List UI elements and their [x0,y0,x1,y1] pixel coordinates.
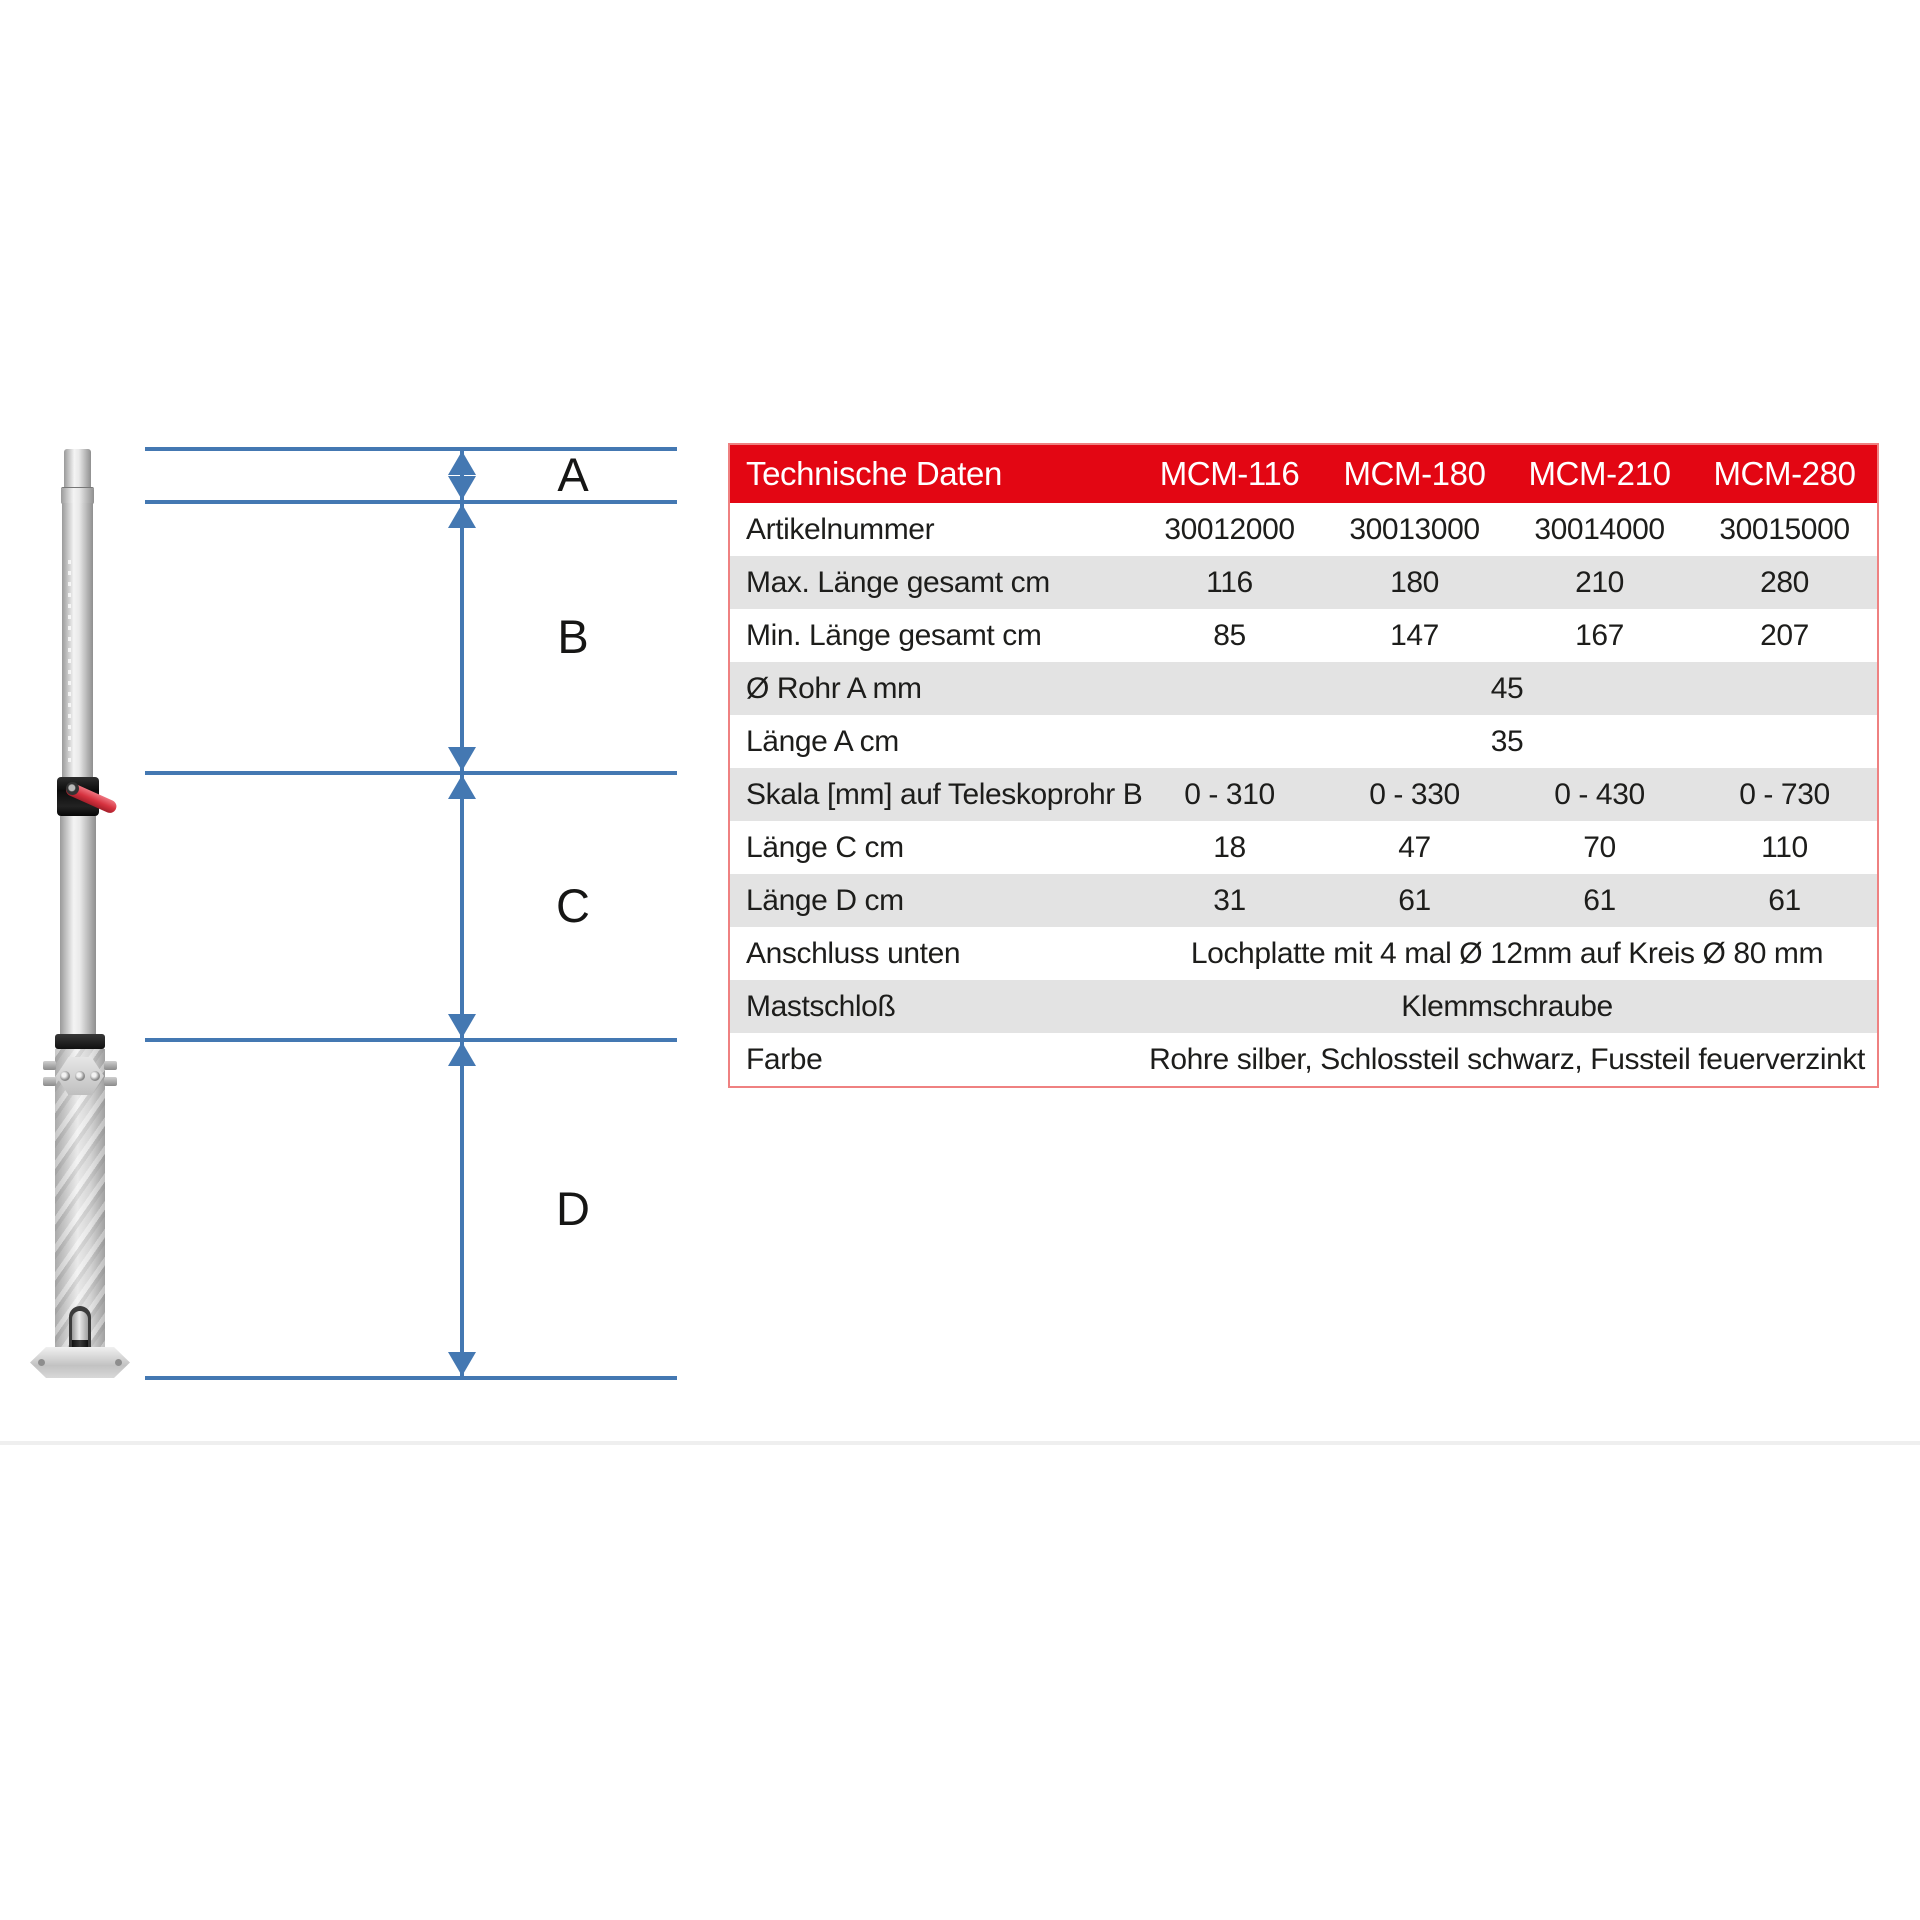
foot-top-band [55,1034,105,1049]
plate-bolt [90,1071,100,1081]
cell-value: 85 [1213,618,1246,652]
dimension-vertical-line [460,451,464,1378]
table-title: Technische Daten [746,455,1002,492]
arrow-d-down [448,1352,476,1376]
technical-data-table [728,443,1879,1088]
cell-value: 167 [1575,618,1624,652]
row-label: Min. Länge gesamt cm [746,618,1042,652]
table-row-min-laenge [730,609,1877,662]
mast-lower-tube [60,816,96,1038]
column-header-mcm-180: MCM-180 [1343,455,1486,492]
table-row-rohr-a [730,662,1877,715]
mast-top-tube [64,449,91,490]
dimension-line-b-c [145,771,677,775]
cell-value: 147 [1390,618,1439,652]
flange-hole [38,1359,45,1366]
table-row-laenge-c [730,821,1877,874]
span-value: Klemmschraube [1401,989,1613,1023]
table-row-laenge-a [730,715,1877,768]
table-row-mastschloss [730,980,1877,1033]
inner-tube-in-slot [72,1311,88,1343]
side-screw [104,1077,117,1086]
row-label: Ø Rohr A mm [746,671,922,705]
column-header-mcm-280: MCM-280 [1713,455,1856,492]
arrow-c-down [448,1014,476,1038]
photo-background-seam [0,1441,1920,1445]
cell-value: 30013000 [1349,512,1480,546]
span-value: 45 [1490,671,1524,705]
section-label-a: A [557,448,589,501]
cell-value: 30015000 [1719,512,1850,546]
row-label: Mastschloß [746,989,896,1023]
row-label: Anschluss unten [746,936,961,970]
row-label: Farbe [746,1042,823,1076]
cell-value: 0 - 330 [1369,777,1460,811]
cell-value: 0 - 430 [1554,777,1645,811]
cell-value: 207 [1760,618,1809,652]
cell-value: 18 [1213,830,1246,864]
arrow-a-up [448,451,476,475]
table-row-laenge-d [730,874,1877,927]
row-label: Max. Länge gesamt cm [746,565,1050,599]
row-label: Skala [mm] auf Teleskoprohr B [746,777,1143,811]
cell-value: 180 [1390,565,1439,599]
mast-tube-collar [61,488,94,504]
row-label: Länge C cm [746,830,904,864]
cell-value: 31 [1213,883,1246,917]
cell-value: 210 [1575,565,1624,599]
table-header-row [730,445,1877,503]
table-row-anschluss [730,927,1877,980]
cell-value: 0 - 730 [1739,777,1830,811]
side-screw [43,1061,56,1070]
cell-value: 61 [1583,883,1616,917]
section-label-c: C [556,879,590,932]
side-screw [43,1077,56,1086]
table-row-artikelnummer [730,503,1877,556]
arrow-c-up [448,775,476,799]
span-value: 35 [1490,724,1524,758]
cell-value: 70 [1583,830,1616,864]
plate-bolt [60,1071,70,1081]
cell-value: 0 - 310 [1184,777,1275,811]
cell-value: 61 [1768,883,1801,917]
column-header-mcm-210: MCM-210 [1528,455,1671,492]
section-label-d: D [556,1182,590,1235]
cell-value: 116 [1206,565,1253,599]
arrow-a-down [448,476,476,500]
dimension-line-c-d [145,1038,677,1042]
mast-upper-tube [62,503,93,777]
row-label: Artikelnummer [746,512,935,546]
column-header-mcm-116: MCM-116 [1159,455,1300,492]
mast-scale-marks [68,560,71,765]
section-label-b: B [557,610,589,663]
table-row-skala [730,768,1877,821]
span-value: Rohre silber, Schlossteil schwarz, Fussteil feuerverzinkt [1149,1042,1865,1076]
table-row-farbe [730,1033,1877,1086]
arrow-b-down [448,747,476,771]
row-label: Länge D cm [746,883,904,917]
cell-value: 61 [1398,883,1431,917]
clamp-lever-bolt [66,782,79,795]
arrow-d-up [448,1042,476,1066]
flange-hole [115,1359,122,1366]
cell-value: 30012000 [1164,512,1295,546]
arrow-b-up [448,504,476,528]
plate-bolt [75,1071,85,1081]
cell-value: 110 [1761,830,1808,864]
row-label: Länge A cm [746,724,899,758]
span-value: Lochplatte mit 4 mal Ø 12mm auf Kreis Ø 80 mm [1190,936,1824,970]
table-row-max-laenge [730,556,1877,609]
cell-value: 47 [1398,830,1431,864]
dimension-line-bottom [145,1376,677,1380]
side-screw [104,1061,117,1070]
cell-value: 30014000 [1534,512,1665,546]
table-body [730,503,1877,1086]
cell-value: 280 [1760,565,1809,599]
